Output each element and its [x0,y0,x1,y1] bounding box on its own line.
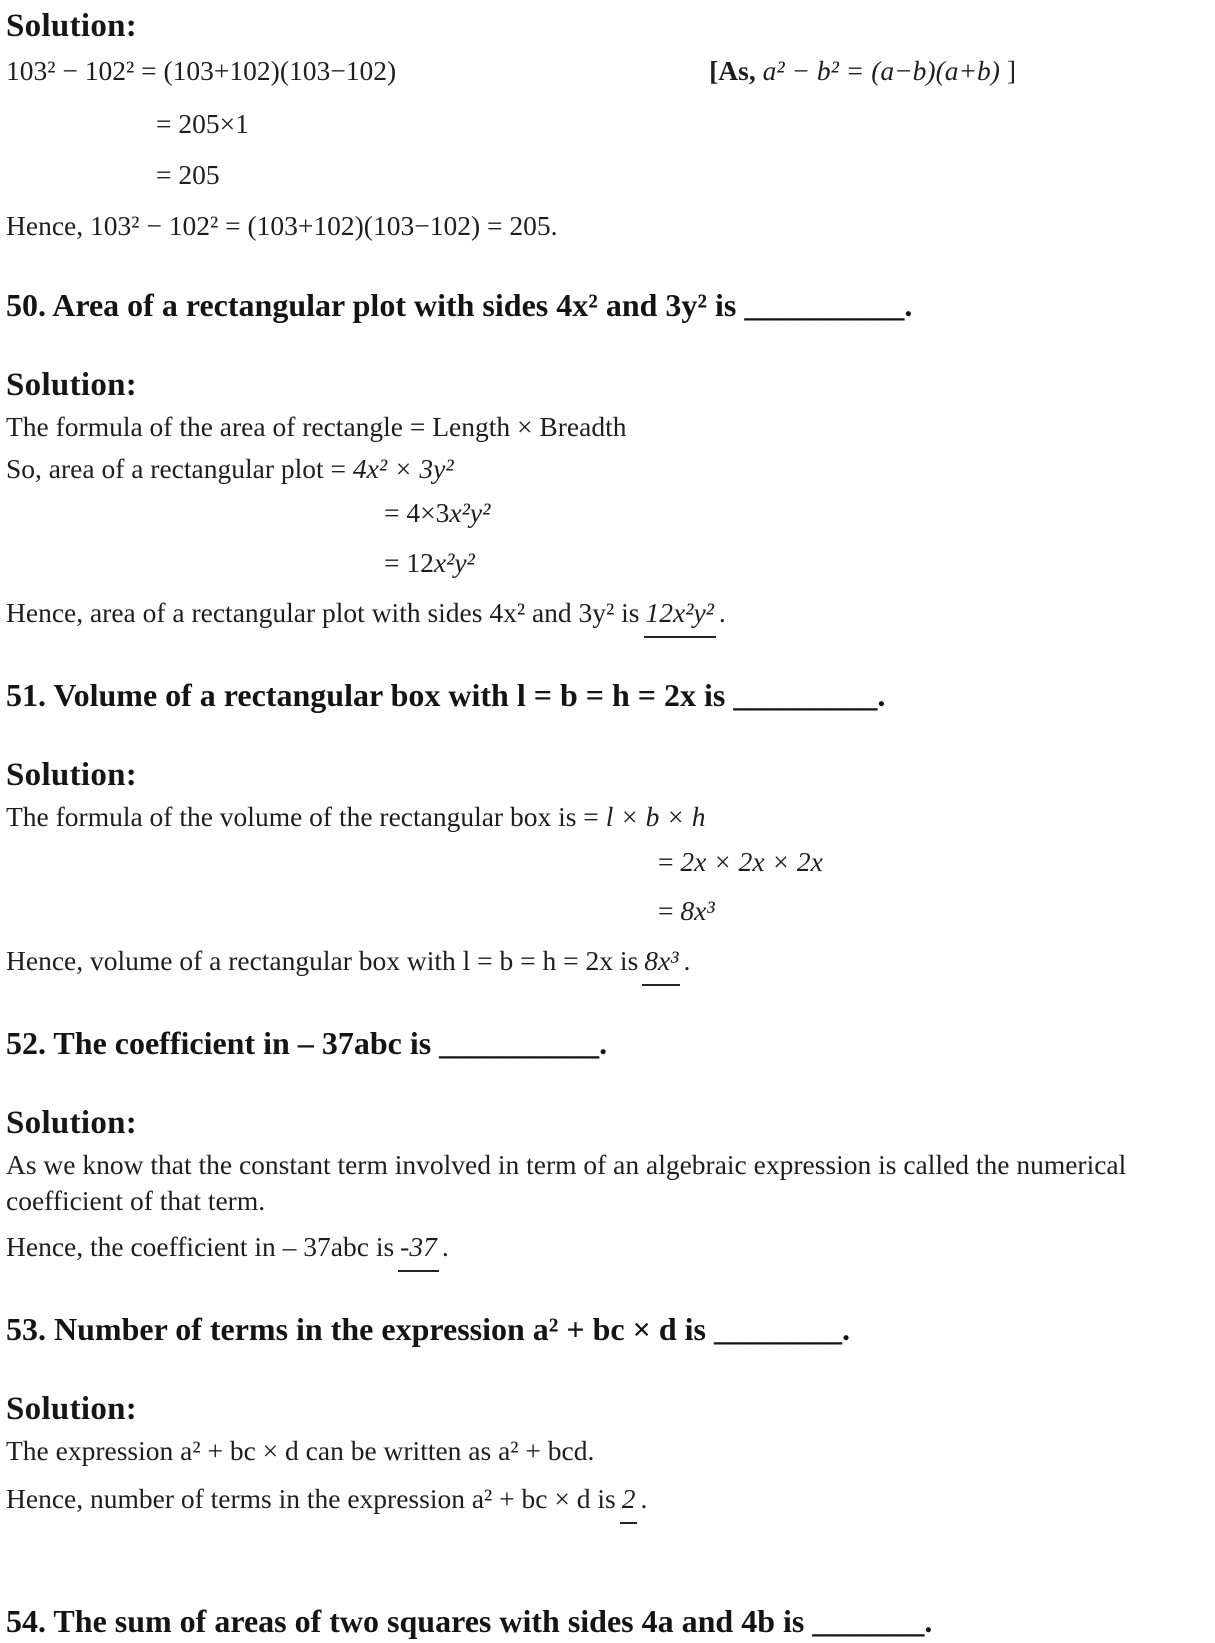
underlined-answer: 8x³ [642,939,680,986]
hence-line [6,1225,1201,1272]
equation-row [6,50,1201,91]
calc-step [384,492,1201,533]
hence-line: Hence, 103² − 102² = (103+102)(103−102) = 205. [6,209,558,241]
identity-note-formula: a² − b² = (a−b)(a+b) [755,54,1000,86]
solution-heading: Solution: [6,1105,138,1142]
hence-line [6,939,1201,986]
calc-step: = 205×1 [156,108,249,140]
question-heading: 52. The coefficient in – 37abc is __________. [6,1025,608,1062]
equation-main: 103² − 102² = (103+102)(103−102) [6,54,397,86]
solution-line [6,451,1201,487]
hence-text: Hence, area of a rectangular plot with sides 4x² and 3y² is [6,596,640,628]
question-heading: 53. Number of terms in the expression a² + bc × d is ________. [6,1310,850,1347]
math-expression: x²y² [449,497,491,529]
identity-note-label: [As, [709,54,756,86]
question-heading: 51. Volume of a rectangular box with l = b = h = 2x is _________. [6,676,886,713]
solution-heading: Solution: [6,366,138,403]
solution-block-49 [6,8,1201,248]
identity-note [709,50,1016,91]
step-lead: = 12 [384,546,434,578]
line-text: The formula of the volume of the rectangular box is = [6,800,606,832]
calc-step [658,890,1201,931]
calc-step: = 205 [156,159,220,191]
calc-step [384,542,1201,583]
period: . [718,596,726,628]
solution-heading: Solution: [6,1391,138,1427]
step-lead: = [658,894,681,926]
calc-step [658,841,1201,882]
solution-line [6,799,1201,835]
math-expression: 2x × 2x × 2x [680,845,823,877]
question-51 [6,674,1201,986]
underlined-answer: 12x²y² [644,591,716,638]
hence-line [6,591,1201,638]
solution-heading: Solution: [6,757,138,793]
hence-text: Hence, the coefficient in – 37abc is [6,1230,395,1262]
solution-heading: Solution: [6,8,138,44]
hence-line [6,1477,1201,1524]
period: . [441,1230,449,1262]
hence-text: Hence, volume of a rectangular box with l = b = h = 2x is [6,945,639,977]
math-expression: 4x² × 3y² [352,452,454,484]
period: . [683,945,691,977]
hence-text: Hence, number of terms in the expression a² + bc × d is [6,1482,616,1514]
step-lead: = 4×3 [384,497,450,529]
math-expression: l × b × h [605,800,706,832]
underlined-answer: 2 [620,1477,638,1524]
question-heading: 50. Area of a rectangular plot with sides 4x² and 3y² is __________. [6,286,913,323]
solution-line: The formula of the area of rectangle = Length × Breadth [6,410,627,442]
line-text: So, area of a rectangular plot = [6,452,353,484]
math-expression: 8x³ [680,894,715,926]
question-50 [6,284,1201,638]
underlined-answer: -37 [398,1225,439,1272]
question-52 [6,1022,1201,1272]
question-54 [6,1600,1201,1643]
question-53 [6,1308,1201,1524]
period: . [640,1482,648,1514]
step-lead: = [658,845,681,877]
question-heading: 54. The sum of areas of two squares with sides 4a and 4b is _______. [6,1602,933,1639]
identity-note-close: ] [999,54,1016,86]
solution-line: As we know that the constant term involved in term of an algebraic expression is called the numerical coefficient of that term. [6,1149,1127,1217]
document-page [6,8,1201,1643]
solution-line: The expression a² + bc × d can be written as a² + bcd. [6,1434,595,1466]
math-expression: x²y² [433,546,475,578]
